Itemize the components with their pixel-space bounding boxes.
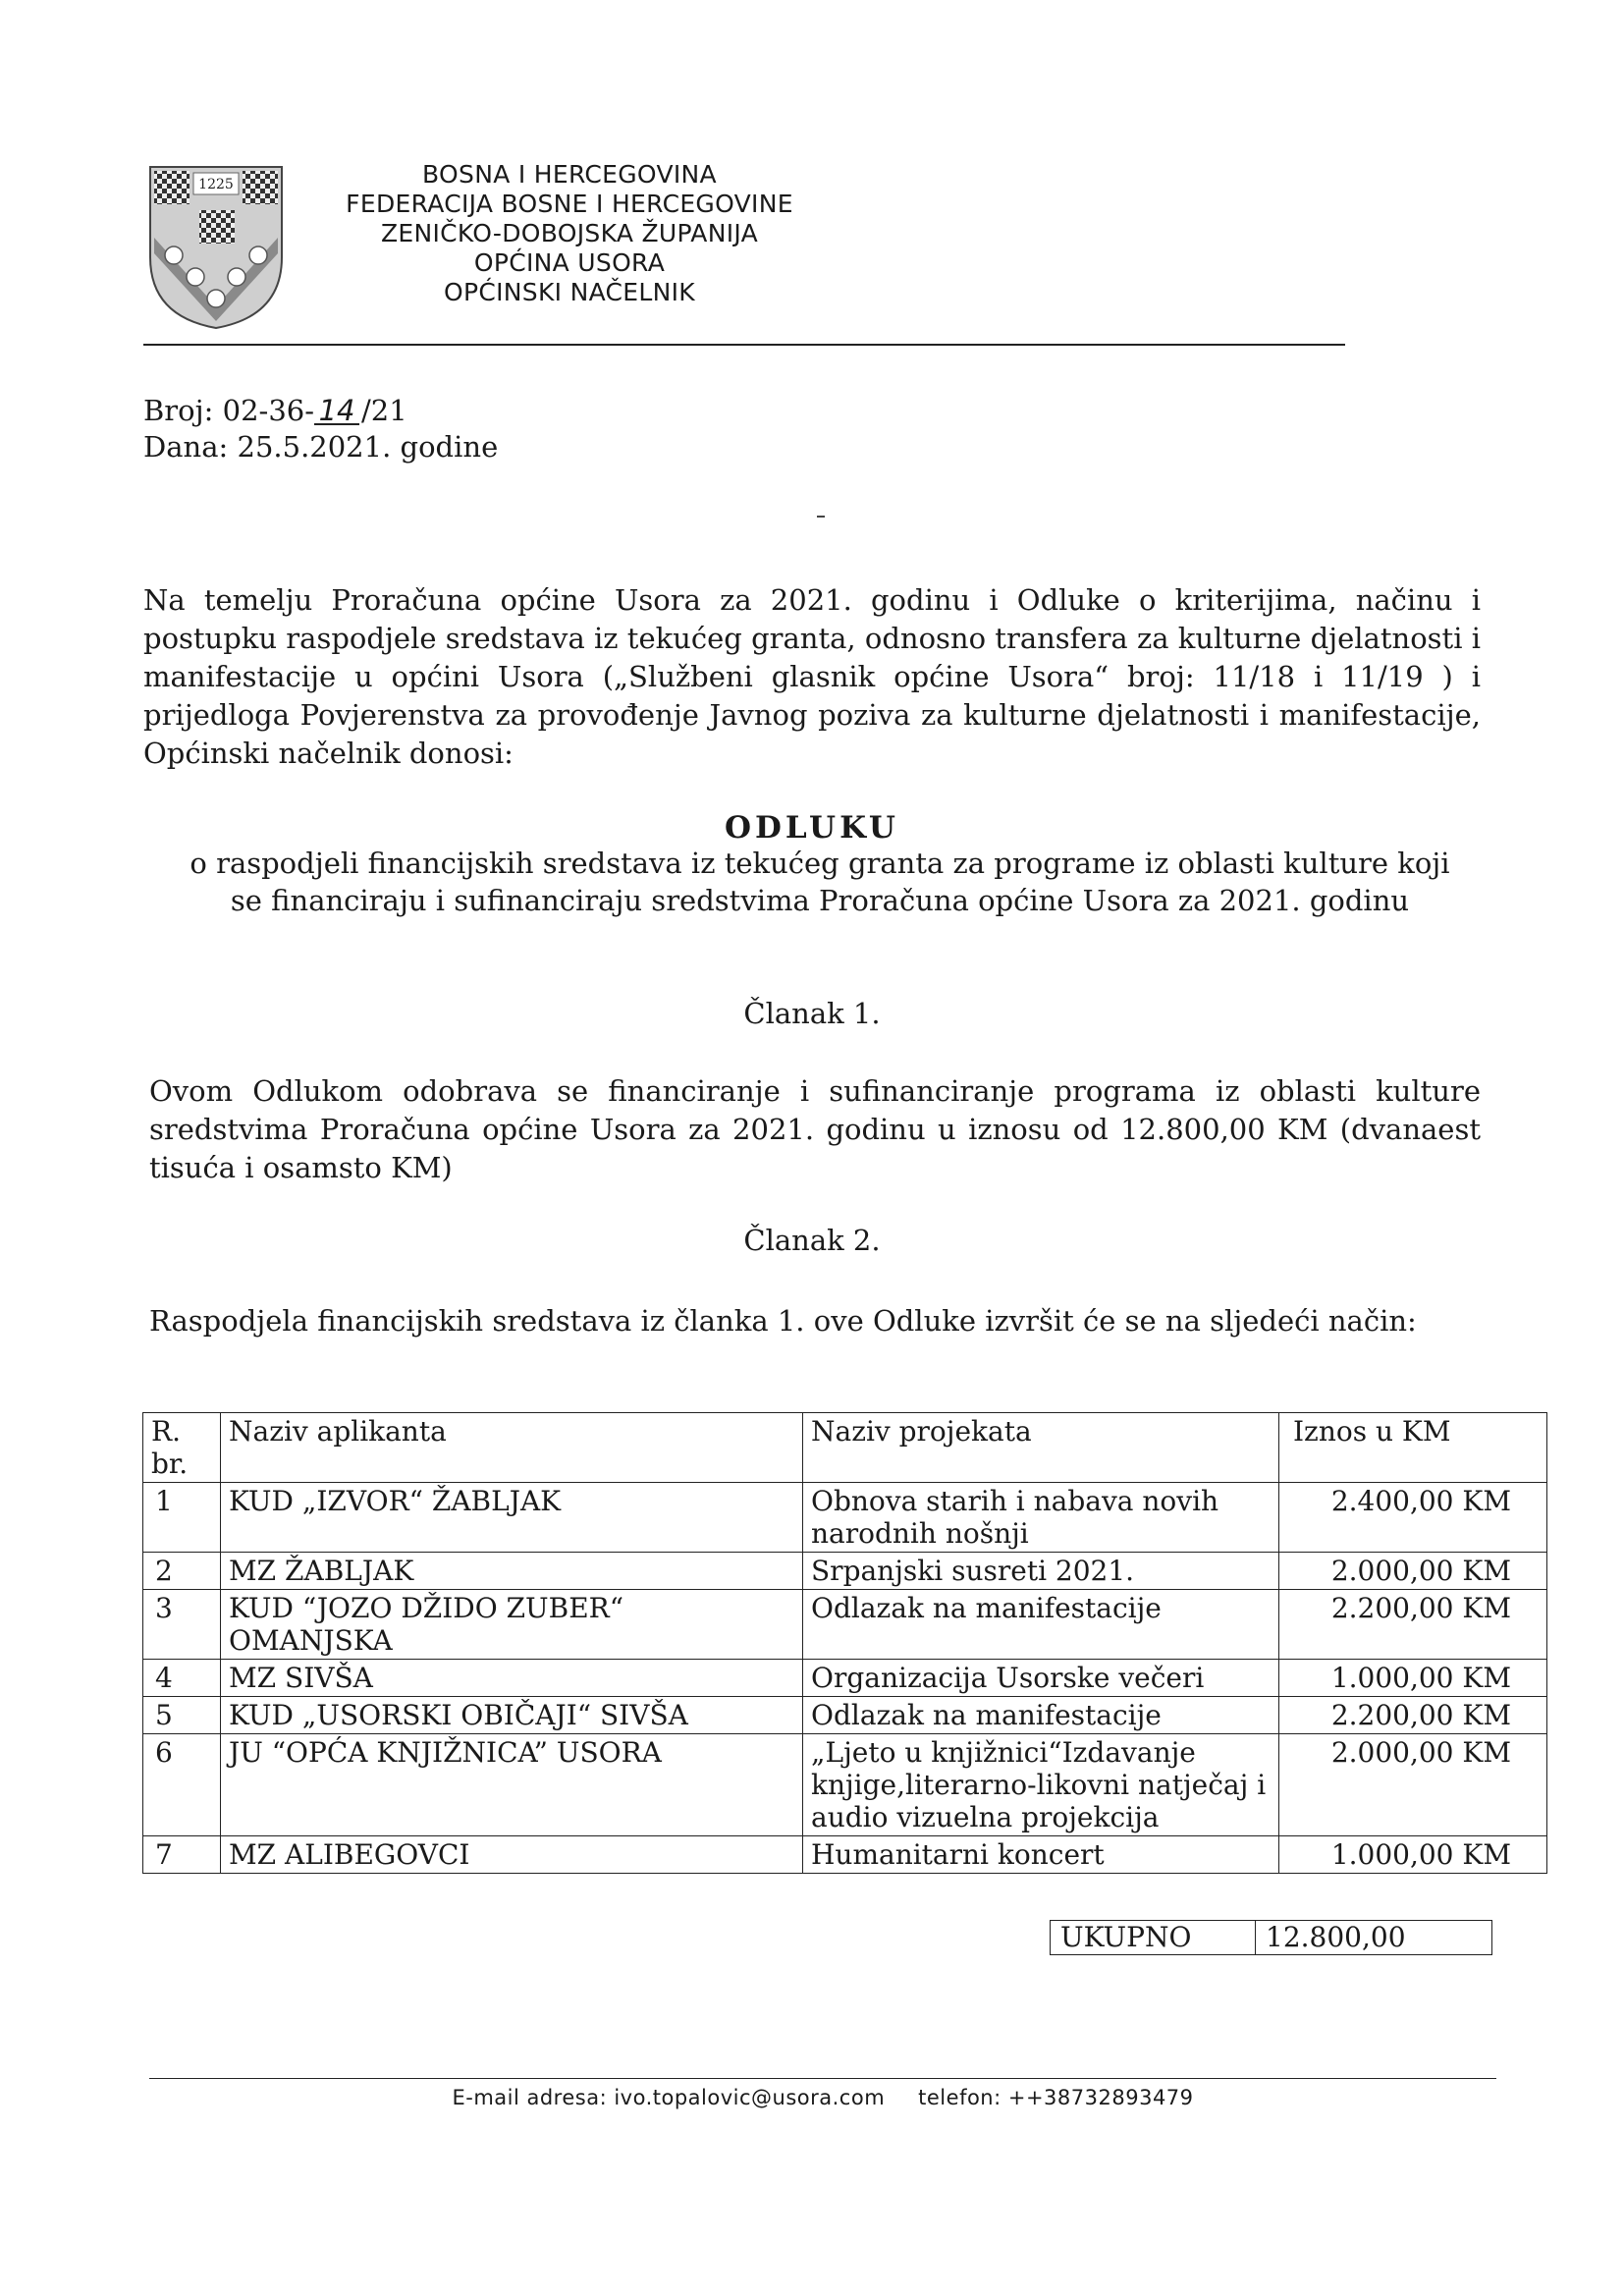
- row-number: 1: [143, 1483, 221, 1553]
- header-line-office: OPĆINSKI NAČELNIK: [444, 278, 695, 306]
- row-amount: 1.000,00 KM: [1279, 1836, 1547, 1874]
- row-project: Odlazak na manifestacije: [803, 1697, 1279, 1734]
- footer-contact: [149, 2086, 1496, 2109]
- header-rb: R. br.: [143, 1413, 221, 1483]
- total-label: UKUPNO: [1051, 1921, 1256, 1955]
- row-applicant: KUD „USORSKI OBIČAJI“ SIVŠA: [221, 1697, 803, 1734]
- header-applicant: Naziv aplikanta: [221, 1413, 803, 1483]
- row-project: Obnova starih i nabava novih narodnih nošnji: [803, 1483, 1279, 1553]
- header-line-country: BOSNA I HERCEGOVINA: [422, 160, 717, 189]
- scan-mark: [817, 516, 825, 518]
- total-row: [1051, 1921, 1492, 1955]
- table-row: [143, 1734, 1547, 1836]
- row-number: 3: [143, 1590, 221, 1660]
- row-amount: 2.000,00 KM: [1279, 1734, 1547, 1836]
- document-date: Dana: 25.5.2021. godine: [143, 430, 499, 464]
- header-amount: Iznos u KM: [1279, 1413, 1547, 1483]
- table-row: [143, 1836, 1547, 1874]
- table-row: [143, 1697, 1547, 1734]
- row-project: Humanitarni koncert: [803, 1836, 1279, 1874]
- table-header-row: [143, 1413, 1547, 1483]
- reference-handwritten: 14: [314, 398, 359, 425]
- footer-phone: telefon: ++38732893479: [918, 2086, 1194, 2109]
- row-project: Odlazak na manifestacije: [803, 1590, 1279, 1660]
- crest-year: 1225: [198, 177, 234, 192]
- article-2-heading: Članak 2.: [743, 1224, 881, 1257]
- row-project: „Ljeto u knjižnici“Izdavanje knjige,literarno-likovni natječaj i audio vizuelna projekcija: [803, 1734, 1279, 1836]
- total-value: 12.800,00: [1256, 1921, 1492, 1955]
- footer-divider: [149, 2078, 1496, 2079]
- decision-subtitle: o raspodjeli financijskih sredstava iz tekućeg granta za programe iz oblasti kulture koji se financiraju i sufinanciraju sredstvima Proračuna općine Usora za 2021. godinu: [189, 847, 1450, 917]
- row-applicant: JU “OPĆA KNJIŽNICA” USORA: [221, 1734, 803, 1836]
- row-applicant: MZ ALIBEGOVCI: [221, 1836, 803, 1874]
- table-row: [143, 1590, 1547, 1660]
- table-row: [143, 1553, 1547, 1590]
- allocation-table: [142, 1412, 1547, 1874]
- row-project: Srpanjski susreti 2021.: [803, 1553, 1279, 1590]
- reference-suffix: /21: [361, 394, 407, 427]
- row-number: 7: [143, 1836, 221, 1874]
- row-project: Organizacija Usorske večeri: [803, 1660, 1279, 1697]
- header-project: Naziv projekata: [803, 1413, 1279, 1483]
- row-number: 2: [143, 1553, 221, 1590]
- row-applicant: KUD „IZVOR“ ŽABLJAK: [221, 1483, 803, 1553]
- header-line-municipality: OPĆINA USORA: [473, 248, 666, 277]
- row-amount: 2.200,00 KM: [1279, 1590, 1547, 1660]
- reference-number: [143, 393, 407, 429]
- row-amount: 2.400,00 KM: [1279, 1483, 1547, 1553]
- header-line-federation: FEDERACIJA BOSNE I HERCEGOVINE: [346, 190, 793, 218]
- row-applicant: KUD “JOZO DŽIDO ZUBER“ OMANJSKA: [221, 1590, 803, 1660]
- row-applicant: MZ SIVŠA: [221, 1660, 803, 1697]
- intro-paragraph: Na temelju Proračuna općine Usora za 2021. godinu i Odluke o kriterijima, načinu i postupku raspodjele sredstava iz tekućeg granta, odnosno transfera za kulturne djelatnosti i manifestacije u općini Usora („Službeni glasnik općine Usora“ broj: 11/18 i 11/19 ) i prijedloga Povjerenstva za provođenje Javnog poziva za kulturne djelatnosti i manifestacije, Općinski načelnik donosi:: [143, 583, 1481, 770]
- header-line-canton: ZENIČKO-DOBOJSKA ŽUPANIJA: [380, 219, 759, 247]
- row-number: 4: [143, 1660, 221, 1697]
- header-divider: [143, 344, 1345, 346]
- row-number: 6: [143, 1734, 221, 1836]
- row-amount: 2.000,00 KM: [1279, 1553, 1547, 1590]
- total-box: [1050, 1920, 1492, 1955]
- footer-email: E-mail adresa: ivo.topalovic@usora.com: [452, 2086, 886, 2109]
- decision-title: ODLUKU: [725, 810, 899, 846]
- article-1-heading: Članak 1.: [743, 997, 881, 1030]
- reference-prefix: Broj: 02-36-: [143, 394, 315, 427]
- table-row: [143, 1483, 1547, 1553]
- issuer-header: [275, 160, 864, 307]
- municipality-crest: [142, 159, 290, 331]
- article-2-text: Raspodjela financijskih sredstava iz članka 1. ove Odluke izvršit će se na sljedeći način:: [149, 1304, 1417, 1338]
- table-row: [143, 1660, 1547, 1697]
- row-number: 5: [143, 1697, 221, 1734]
- row-applicant: MZ ŽABLJAK: [221, 1553, 803, 1590]
- row-amount: 2.200,00 KM: [1279, 1697, 1547, 1734]
- row-amount: 1.000,00 KM: [1279, 1660, 1547, 1697]
- article-1-text: Ovom Odlukom odobrava se financiranje i sufinanciranje programa iz oblasti kulture sredstvima Proračuna općine Usora za 2021. godinu u iznosu od 12.800,00 KM (dvanaest tisuća i osamsto KM): [149, 1074, 1481, 1184]
